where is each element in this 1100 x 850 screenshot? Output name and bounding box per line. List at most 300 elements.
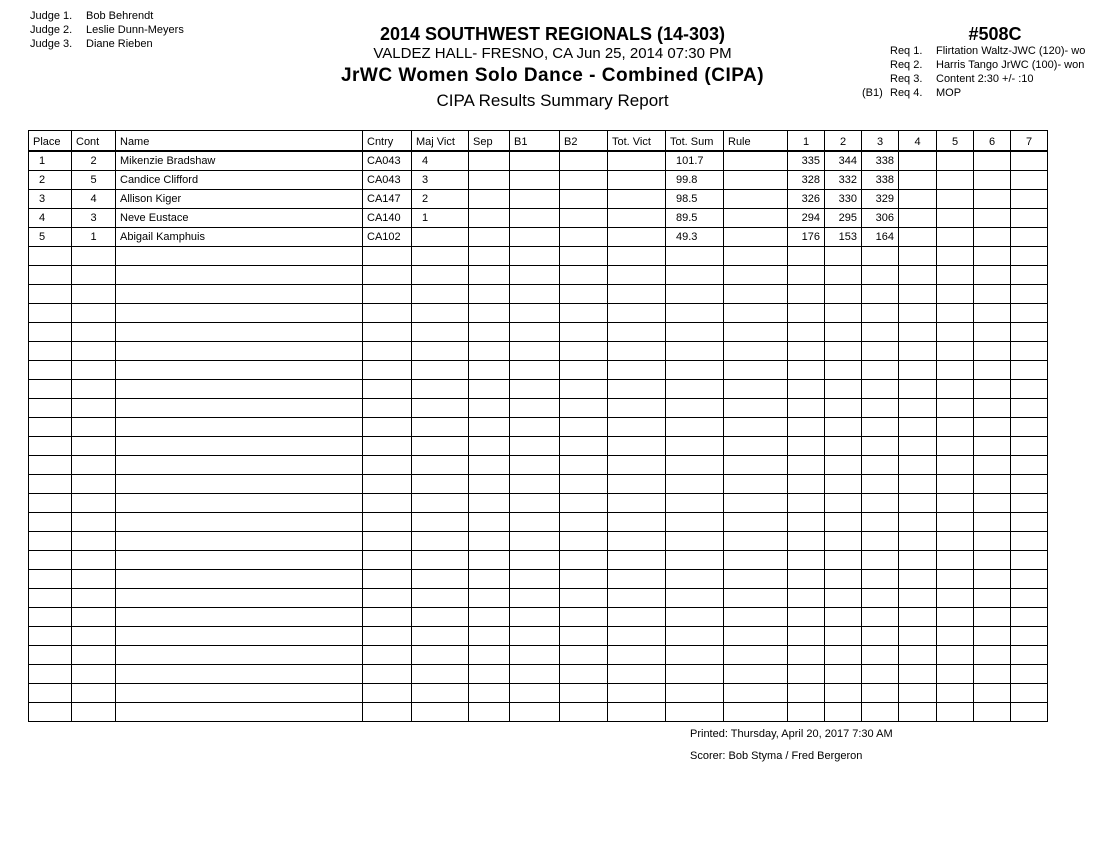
col-judge-2: 2: [825, 131, 862, 152]
cell-maj-vict: [412, 380, 469, 399]
cell-place: 1: [29, 151, 72, 171]
cell-cntry: [363, 418, 412, 437]
cell-tot-sum: [666, 703, 724, 722]
cell-b1: [510, 418, 560, 437]
cell-b1: [510, 323, 560, 342]
cell-name: Candice Clifford: [116, 171, 363, 190]
cell-tot-sum: 49.3: [666, 228, 724, 247]
cell-cont: [72, 494, 116, 513]
cell-tot-sum: [666, 285, 724, 304]
cell-name: [116, 456, 363, 475]
cell-j7: [1011, 513, 1048, 532]
cell-j4: [899, 494, 937, 513]
cell-j4: [899, 703, 937, 722]
cell-maj-vict: [412, 608, 469, 627]
cell-sep: [469, 285, 510, 304]
judge-1: Judge 1. Bob Behrendt: [30, 10, 154, 22]
cell-cont: [72, 589, 116, 608]
cell-b1: [510, 513, 560, 532]
cell-tot-sum: 101.7: [666, 151, 724, 171]
cell-j1: [788, 589, 825, 608]
cell-name: [116, 684, 363, 703]
cell-cont: [72, 342, 116, 361]
col-b2: B2: [560, 131, 608, 152]
cell-tot-vict: [608, 323, 666, 342]
cell-cont: [72, 323, 116, 342]
cell-tot-sum: [666, 665, 724, 684]
cell-place: [29, 247, 72, 266]
cell-j5: [937, 646, 974, 665]
cell-rule: [724, 342, 788, 361]
cell-place: [29, 570, 72, 589]
table-row: [29, 532, 1048, 551]
cell-cntry: [363, 342, 412, 361]
cell-j2: 295: [825, 209, 862, 228]
cell-maj-vict: [412, 551, 469, 570]
cell-tot-vict: [608, 665, 666, 684]
cell-j4: [899, 475, 937, 494]
cell-place: [29, 532, 72, 551]
cell-b1: [510, 342, 560, 361]
cell-j7: [1011, 589, 1048, 608]
cell-j5: [937, 703, 974, 722]
cell-j6: [974, 361, 1011, 380]
cell-j1: [788, 703, 825, 722]
cell-b2: [560, 285, 608, 304]
cell-j3: [862, 475, 899, 494]
cell-b2: [560, 399, 608, 418]
cell-b2: [560, 551, 608, 570]
cell-j2: [825, 304, 862, 323]
cell-j5: [937, 151, 974, 171]
cell-j1: 335: [788, 151, 825, 171]
cell-j1: [788, 266, 825, 285]
cell-j3: [862, 665, 899, 684]
cell-name: [116, 608, 363, 627]
cell-j1: [788, 418, 825, 437]
cell-j3: [862, 646, 899, 665]
cell-j3: [862, 285, 899, 304]
cell-cntry: [363, 285, 412, 304]
cell-place: [29, 608, 72, 627]
table-row: [29, 171, 1048, 190]
cell-rule: [724, 475, 788, 494]
cell-tot-vict: [608, 570, 666, 589]
cell-j2: [825, 703, 862, 722]
cell-j7: [1011, 171, 1048, 190]
cell-name: [116, 532, 363, 551]
col-judge-6: 6: [974, 131, 1011, 152]
report-title: CIPA Results Summary Report: [436, 91, 669, 110]
cell-sep: [469, 323, 510, 342]
cell-maj-vict: [412, 646, 469, 665]
table-row: [29, 703, 1048, 722]
cell-maj-vict: [412, 684, 469, 703]
cell-rule: [724, 494, 788, 513]
cell-b2: [560, 190, 608, 209]
cell-tot-sum: [666, 361, 724, 380]
cell-place: [29, 361, 72, 380]
cell-j5: [937, 323, 974, 342]
cell-tot-sum: [666, 570, 724, 589]
cell-j2: [825, 399, 862, 418]
cell-b1: [510, 266, 560, 285]
cell-tot-sum: [666, 608, 724, 627]
cell-j3: [862, 342, 899, 361]
cell-tot-vict: [608, 703, 666, 722]
cell-j1: [788, 323, 825, 342]
table-row: [29, 266, 1048, 285]
cell-cntry: [363, 380, 412, 399]
cell-j7: [1011, 247, 1048, 266]
col-judge-4: 4: [899, 131, 937, 152]
cell-tot-vict: [608, 399, 666, 418]
cell-b2: [560, 361, 608, 380]
table-row: [29, 323, 1048, 342]
cell-cont: [72, 570, 116, 589]
cell-j7: [1011, 380, 1048, 399]
cell-tot-sum: [666, 266, 724, 285]
cell-sep: [469, 247, 510, 266]
cell-j5: [937, 190, 974, 209]
cell-b2: [560, 456, 608, 475]
cell-name: [116, 285, 363, 304]
cell-j7: [1011, 190, 1048, 209]
table-row: [29, 551, 1048, 570]
cell-j3: 164: [862, 228, 899, 247]
cell-j7: [1011, 285, 1048, 304]
cell-j6: [974, 418, 1011, 437]
cell-tot-vict: [608, 285, 666, 304]
cell-name: Neve Eustace: [116, 209, 363, 228]
cell-cont: [72, 703, 116, 722]
cell-tot-sum: [666, 494, 724, 513]
cell-cont: [72, 266, 116, 285]
cell-j4: [899, 151, 937, 171]
cell-j5: [937, 437, 974, 456]
cell-j2: [825, 323, 862, 342]
cell-maj-vict: [412, 266, 469, 285]
cell-cont: [72, 475, 116, 494]
table-header-row: [29, 131, 1048, 152]
cell-maj-vict: [412, 247, 469, 266]
cell-j5: [937, 456, 974, 475]
cell-sep: [469, 608, 510, 627]
cell-j6: [974, 570, 1011, 589]
cell-tot-sum: [666, 551, 724, 570]
cell-j5: [937, 513, 974, 532]
printed-timestamp: Printed: Thursday, April 20, 2017 7:30 AM: [690, 728, 893, 740]
cell-name: [116, 570, 363, 589]
cell-j7: [1011, 475, 1048, 494]
cell-rule: [724, 151, 788, 171]
cell-tot-sum: [666, 589, 724, 608]
requirement-3: Req 3. Content 2:30 +/- :10: [890, 73, 1034, 85]
cell-b1: [510, 437, 560, 456]
cell-sep: [469, 494, 510, 513]
cell-j3: [862, 589, 899, 608]
cell-j2: [825, 589, 862, 608]
cell-cntry: [363, 627, 412, 646]
table-row: [29, 513, 1048, 532]
cell-j1: [788, 475, 825, 494]
cell-cont: [72, 646, 116, 665]
cell-tot-vict: [608, 304, 666, 323]
cell-j5: [937, 589, 974, 608]
cell-place: [29, 684, 72, 703]
cell-j1: [788, 532, 825, 551]
cell-j4: [899, 171, 937, 190]
cell-cntry: [363, 532, 412, 551]
cell-j6: [974, 266, 1011, 285]
cell-name: Abigail Kamphuis: [116, 228, 363, 247]
cell-cntry: [363, 247, 412, 266]
cell-j6: [974, 589, 1011, 608]
cell-j6: [974, 627, 1011, 646]
cell-j4: [899, 190, 937, 209]
cell-tot-vict: [608, 608, 666, 627]
cell-tot-sum: [666, 323, 724, 342]
cell-j3: [862, 399, 899, 418]
event-title: JrWC Women Solo Dance - Combined (CIPA): [340, 65, 765, 86]
cell-j7: [1011, 646, 1048, 665]
cell-j4: [899, 285, 937, 304]
cell-cont: [72, 551, 116, 570]
cell-rule: [724, 627, 788, 646]
cell-tot-vict: [608, 456, 666, 475]
cell-cntry: [363, 703, 412, 722]
cell-tot-vict: [608, 266, 666, 285]
cell-name: [116, 304, 363, 323]
cell-j7: [1011, 209, 1048, 228]
col-tot-sum: Tot. Sum: [666, 131, 724, 152]
cell-j7: [1011, 342, 1048, 361]
requirement-1: Req 1. Flirtation Waltz-JWC (120)- wo: [890, 45, 1086, 57]
cell-name: [116, 494, 363, 513]
cell-j5: [937, 209, 974, 228]
table-row: [29, 570, 1048, 589]
cell-tot-sum: [666, 304, 724, 323]
cell-j1: 326: [788, 190, 825, 209]
col-sep: Sep: [469, 131, 510, 152]
table-row: [29, 589, 1048, 608]
cell-tot-vict: [608, 646, 666, 665]
cell-j1: [788, 513, 825, 532]
cell-cntry: [363, 361, 412, 380]
cell-cntry: CA147: [363, 190, 412, 209]
cell-cntry: [363, 323, 412, 342]
cell-sep: [469, 209, 510, 228]
cell-sep: [469, 532, 510, 551]
cell-b1: [510, 209, 560, 228]
cell-j2: 153: [825, 228, 862, 247]
cell-j6: [974, 665, 1011, 684]
cell-j3: [862, 456, 899, 475]
cell-j7: [1011, 456, 1048, 475]
cell-sep: [469, 418, 510, 437]
cell-b2: [560, 684, 608, 703]
cell-sep: [469, 380, 510, 399]
cell-rule: [724, 285, 788, 304]
cell-j4: [899, 456, 937, 475]
cell-b2: [560, 608, 608, 627]
cell-j1: [788, 285, 825, 304]
cell-cont: [72, 456, 116, 475]
cell-j7: [1011, 266, 1048, 285]
cell-j3: [862, 418, 899, 437]
cell-j2: [825, 418, 862, 437]
cell-tot-vict: [608, 228, 666, 247]
cell-j6: [974, 456, 1011, 475]
cell-b2: [560, 209, 608, 228]
cell-rule: [724, 228, 788, 247]
cell-tot-sum: [666, 399, 724, 418]
cell-j7: [1011, 608, 1048, 627]
cell-tot-vict: [608, 589, 666, 608]
cell-cntry: [363, 475, 412, 494]
venue-datetime: VALDEZ HALL- FRESNO, CA Jun 25, 2014 07:30 PM: [373, 45, 732, 62]
cell-j2: 344: [825, 151, 862, 171]
cell-place: [29, 380, 72, 399]
cell-cntry: [363, 304, 412, 323]
cell-place: 4: [29, 209, 72, 228]
cell-j5: [937, 532, 974, 551]
cell-name: [116, 475, 363, 494]
cell-cont: [72, 361, 116, 380]
cell-sep: [469, 437, 510, 456]
cell-place: [29, 475, 72, 494]
cell-j3: 306: [862, 209, 899, 228]
cell-cntry: [363, 589, 412, 608]
cell-j5: [937, 304, 974, 323]
cell-rule: [724, 418, 788, 437]
cell-j7: [1011, 551, 1048, 570]
cell-place: [29, 551, 72, 570]
cell-cntry: [363, 456, 412, 475]
cell-cntry: [363, 570, 412, 589]
cell-name: [116, 247, 363, 266]
cell-j4: [899, 532, 937, 551]
col-cont: Cont: [72, 131, 116, 152]
cell-j3: [862, 323, 899, 342]
cell-j3: [862, 684, 899, 703]
cell-sep: [469, 304, 510, 323]
cell-j7: [1011, 703, 1048, 722]
cell-j5: [937, 399, 974, 418]
cell-sep: [469, 475, 510, 494]
cell-name: [116, 627, 363, 646]
cell-rule: [724, 266, 788, 285]
cell-b1: [510, 247, 560, 266]
table-row: [29, 456, 1048, 475]
cell-tot-sum: [666, 418, 724, 437]
cell-cont: 3: [72, 209, 116, 228]
cell-name: [116, 589, 363, 608]
cell-b2: [560, 589, 608, 608]
cell-tot-sum: [666, 247, 724, 266]
cell-j3: [862, 570, 899, 589]
cell-cntry: [363, 513, 412, 532]
cell-cont: [72, 399, 116, 418]
cell-b1: [510, 456, 560, 475]
cell-tot-sum: 89.5: [666, 209, 724, 228]
table-row: [29, 228, 1048, 247]
cell-j4: [899, 418, 937, 437]
cell-b2: [560, 228, 608, 247]
cell-b1: [510, 399, 560, 418]
cell-j5: [937, 608, 974, 627]
cell-j6: [974, 190, 1011, 209]
cell-tot-vict: [608, 361, 666, 380]
cell-j5: [937, 342, 974, 361]
cell-place: [29, 399, 72, 418]
cell-j3: [862, 608, 899, 627]
cell-tot-sum: [666, 437, 724, 456]
cell-tot-sum: 98.5: [666, 190, 724, 209]
table-row: [29, 437, 1048, 456]
cell-sep: [469, 399, 510, 418]
cell-rule: [724, 589, 788, 608]
cell-rule: [724, 399, 788, 418]
cell-b2: [560, 627, 608, 646]
cell-tot-sum: [666, 380, 724, 399]
cell-j6: [974, 209, 1011, 228]
cell-j6: [974, 323, 1011, 342]
cell-j1: 176: [788, 228, 825, 247]
col-rule: Rule: [724, 131, 788, 152]
cell-j6: [974, 151, 1011, 171]
cell-tot-sum: [666, 513, 724, 532]
cell-tot-vict: [608, 627, 666, 646]
cell-j2: [825, 380, 862, 399]
cell-j1: [788, 380, 825, 399]
cell-j4: [899, 589, 937, 608]
cell-tot-vict: [608, 209, 666, 228]
cell-place: [29, 418, 72, 437]
cell-cont: 4: [72, 190, 116, 209]
table-row: [29, 380, 1048, 399]
cell-j4: [899, 627, 937, 646]
table-row: [29, 418, 1048, 437]
cell-maj-vict: [412, 703, 469, 722]
cell-j5: [937, 570, 974, 589]
cell-name: [116, 266, 363, 285]
cell-j5: [937, 418, 974, 437]
event-number: #508C: [968, 24, 1022, 44]
cell-maj-vict: [412, 627, 469, 646]
cell-j3: [862, 247, 899, 266]
cell-maj-vict: [412, 589, 469, 608]
cell-tot-vict: [608, 684, 666, 703]
cell-j1: [788, 608, 825, 627]
cell-j1: [788, 342, 825, 361]
cell-j2: [825, 627, 862, 646]
cell-b2: [560, 703, 608, 722]
cell-j6: [974, 380, 1011, 399]
cell-b1: [510, 494, 560, 513]
cell-j6: [974, 494, 1011, 513]
cell-tot-sum: [666, 475, 724, 494]
scorer-names: Scorer: Bob Styma / Fred Bergeron: [690, 750, 863, 762]
requirement-4: (B1) Req 4. MOP: [862, 87, 962, 99]
col-maj-vict: Maj Vict: [412, 131, 469, 152]
cell-j3: [862, 494, 899, 513]
cell-b2: [560, 151, 608, 171]
cell-b2: [560, 304, 608, 323]
cell-cont: [72, 437, 116, 456]
cell-j4: [899, 380, 937, 399]
table-row: [29, 608, 1048, 627]
